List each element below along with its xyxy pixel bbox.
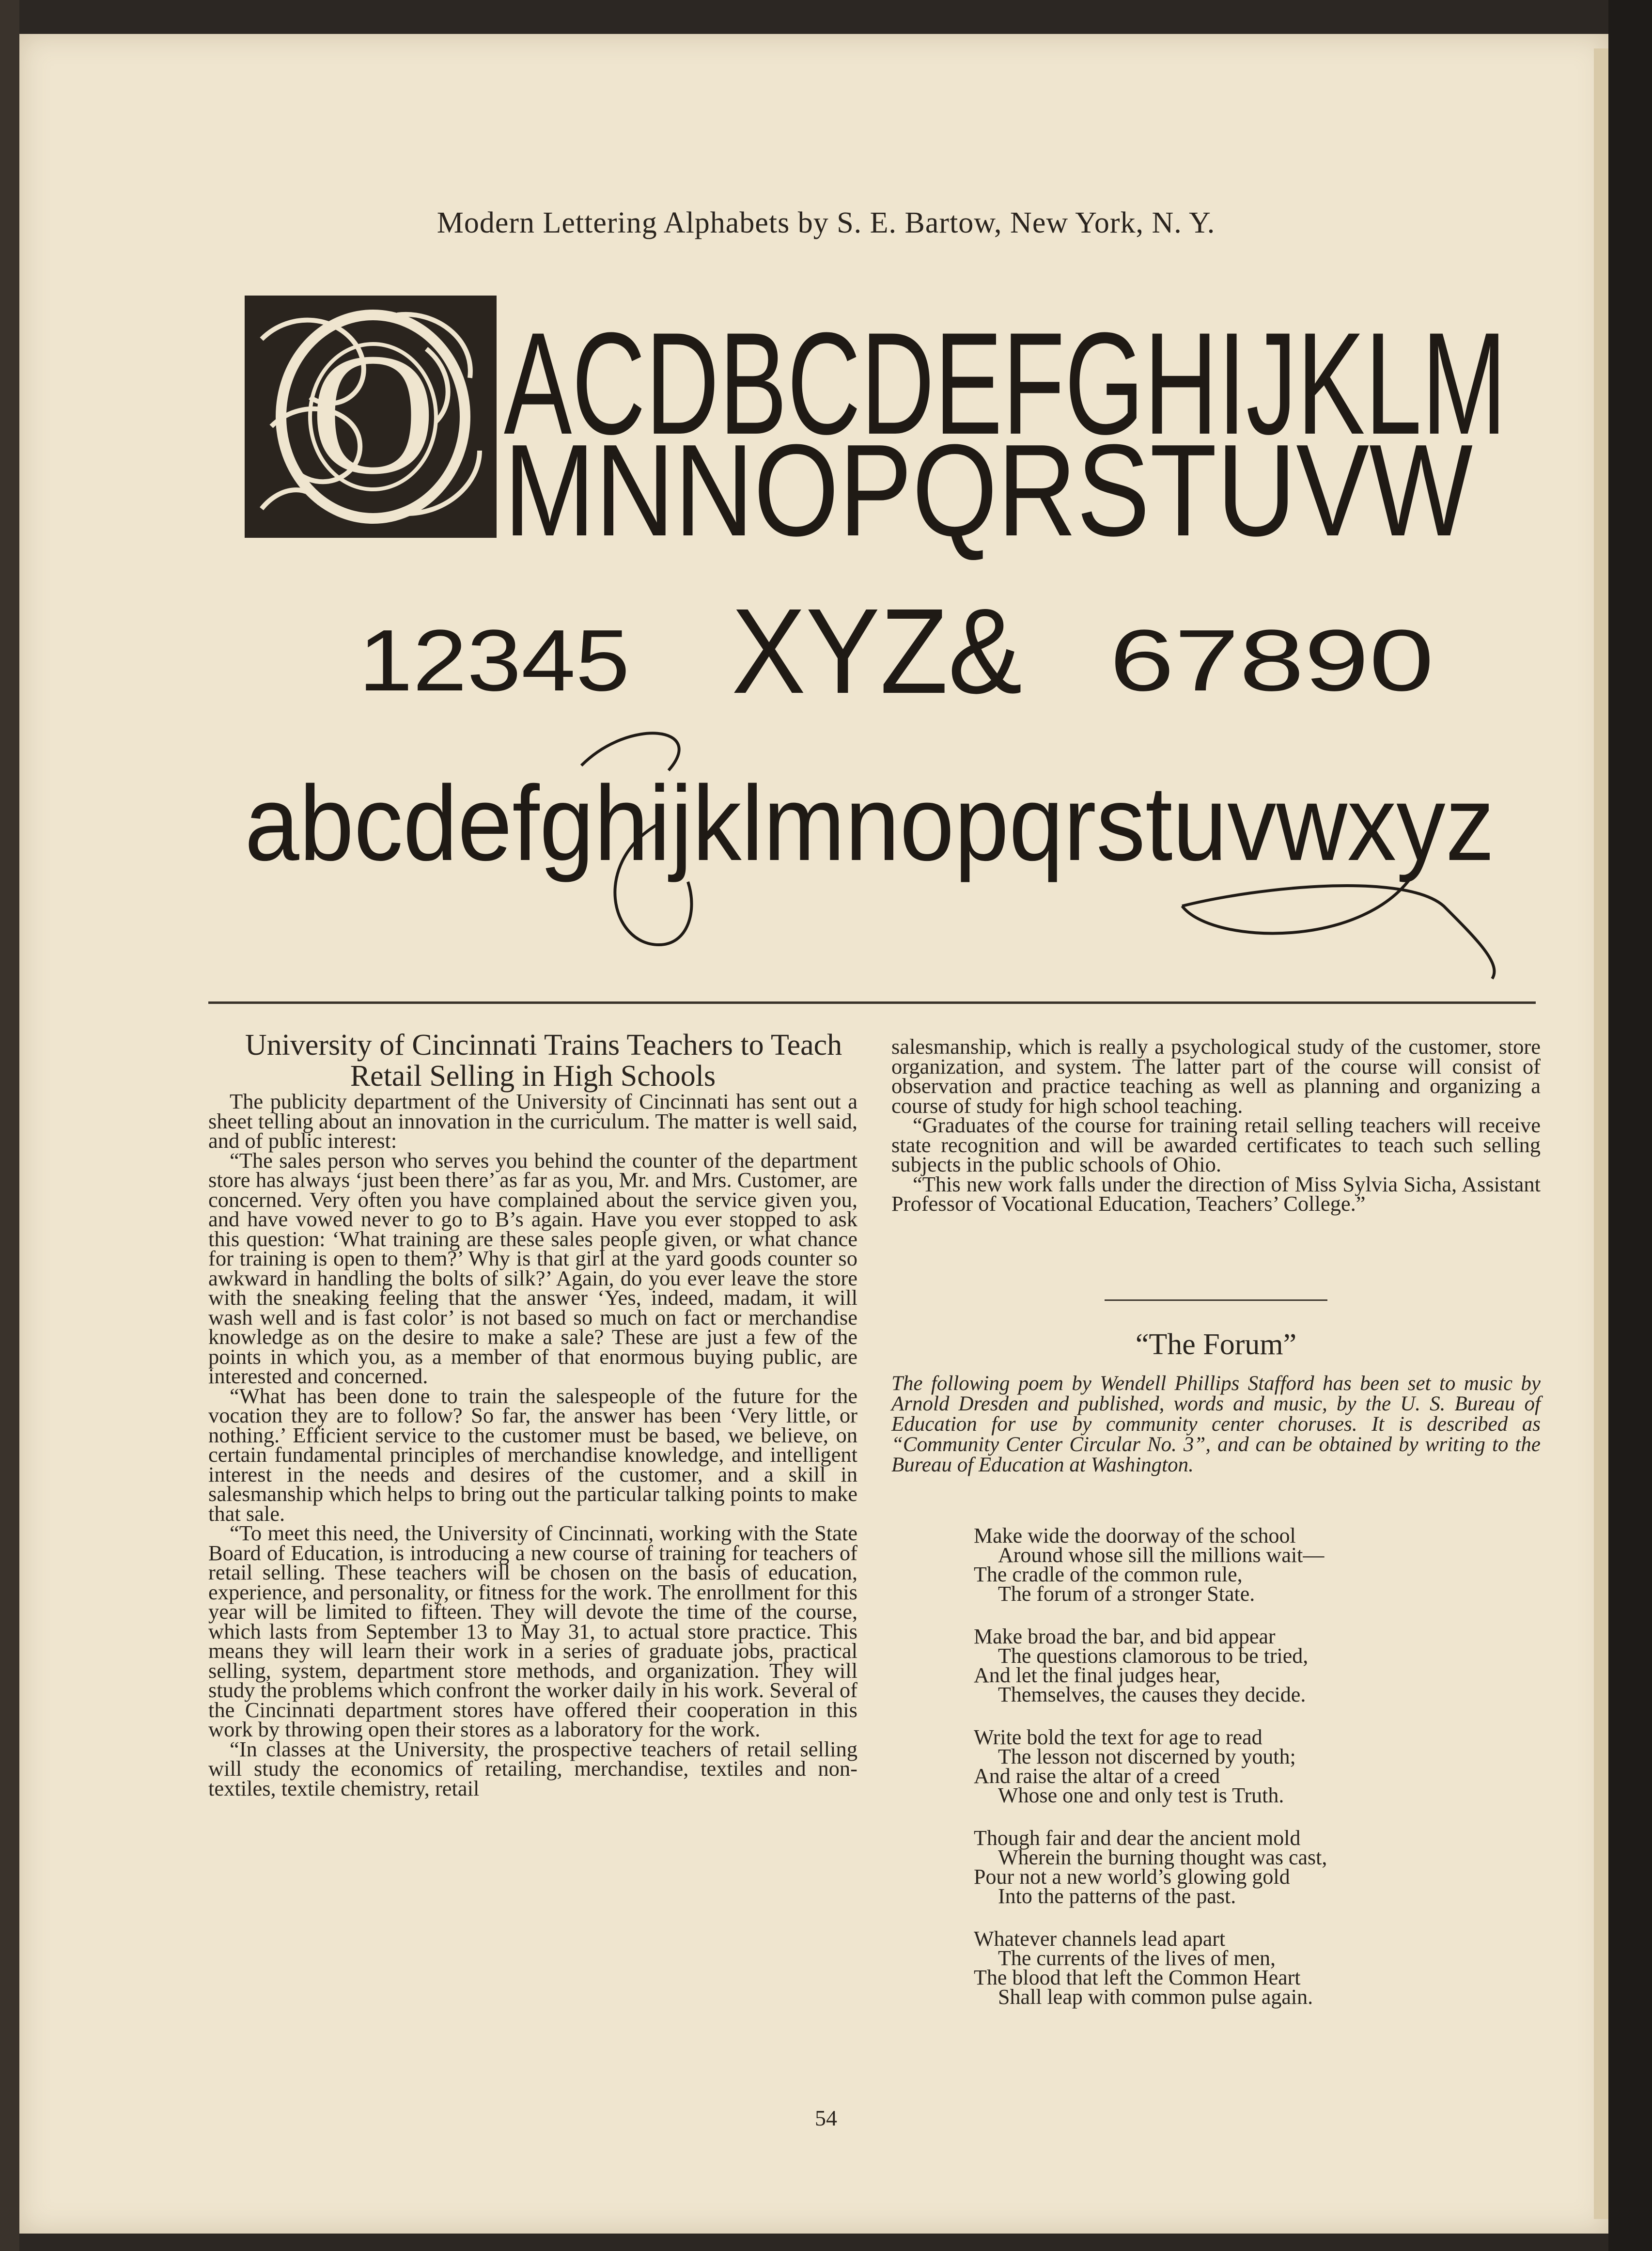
article-paragraph: “What has been done to train the salespeople of the future for the vocation they are to follow? So far, the answer has been ‘Very little, or nothing.’ Efficient service to the customer must be based, we believe, on certain fundamental principles of merchandise knowledge, and intelligent interest in the needs and desires of the customer, and a skill in salesmanship which helps to bring out the particular talking points to make that sale. xyxy=(208,1383,857,1526)
lowercase-alphabet: abcdefghijklmnopqrstuvwxyz xyxy=(245,764,1495,883)
article-paragraph: “In classes at the University, the prospective teachers of retail selling will study the economics of retailing, merchandise, textiles and non-textiles, textile chemistry, retail xyxy=(208,1736,857,1800)
poem-line: Shall leap with common pulse again. xyxy=(998,1985,1313,2009)
initial-letter: O xyxy=(310,317,436,510)
alphabet-row-1: ACDBCDEFGHIJKLM xyxy=(504,302,1507,465)
forum-intro: The following poem by Wendell Phillips Stafford has been set to music by Arnold Dresden and published, words and music, by the U. S. Bureau of Education for use by community center choruses. It is described as “Community Center Circular No. 3”, and can be obtained by writing to the Bureau of Education at Washington. xyxy=(891,1372,1541,1476)
poem-line: Write bold the text for age to read xyxy=(974,1725,1262,1749)
poem-line: Around whose sill the millions wait— xyxy=(998,1543,1325,1567)
short-divider xyxy=(1105,1299,1327,1301)
article-paragraph: “The sales person who serves you behind the counter of the department store has always ‘just been there’ as far as you, Mr. and Mrs. Customer, are concerned. Very often you have complained about the service given you, and have vowed never to go to B’s again. Have you ever stopped to ask this question: ‘What training are these sales people given, or what chance for training is open to them?’ Why is that girl at the yard goods counter so awkward in handling the bolts of silk?’ Again, do you ever leave the store with the sneaking feeling that the answer ‘Yes, indeed, madam, it will wash well and is fast color’ is not based so much on fact or merchandise knowledge as on the desire to make a sale? These are just a few of the points in which you, as a member of that enormous buying public, are interested and concerned. xyxy=(208,1148,857,1388)
poem-line: Wherein the burning thought was cast, xyxy=(998,1845,1327,1869)
article-paragraph: “To meet this need, the University of Cincinnati, working with the State Board of Education, is introducing a new course of training for teachers of retail selling. These teachers will be chosen on the basis of education, experience, and personality, or fitness for the work. The enrollment for this year will be limited to fifteen. They will devote the time of the course, which lasts from September 13 to May 31, to actual store practice. This means they will learn their work in a series of graduate jobs, practical selling, system, department store methods, and organization. They will study the problems which confront the worker daily in his work. Several of the Cincinnati department stores have offered their cooperation in this work by throwing open their stores as a laboratory for the work. xyxy=(208,1521,857,1741)
numerals-right: 67890 xyxy=(1109,612,1434,709)
poem-stanza xyxy=(974,1725,1327,1807)
lettering-plate xyxy=(0,0,1652,998)
ornamental-initial xyxy=(245,296,497,538)
poem xyxy=(974,1526,1327,2030)
page-number: 54 xyxy=(815,2106,837,2130)
article-left-column xyxy=(208,1030,857,1798)
page-header: Modern Lettering Alphabets by S. E. Bartow, New York, N. Y. xyxy=(436,206,1216,239)
article-paragraph: “Graduates of the course for training retail selling teachers will receive state recognition and will be awarded certificates to teach such selling subjects in the public schools of Ohio. xyxy=(891,1113,1541,1176)
poem-line: The cradle of the common rule, xyxy=(974,1563,1243,1586)
alphabet-row-2: MNNOPQRSTUVW xyxy=(504,418,1474,563)
article-paragraph: “This new work falls under the direction of Miss Sylvia Sicha, Assistant Professor of Vocational Education, Teachers’ College.” xyxy=(891,1172,1541,1216)
poem-line: Pour not a new world’s glowing gold xyxy=(974,1865,1290,1889)
poem-line: The questions clamorous to be tried, xyxy=(998,1644,1309,1668)
article-right-column xyxy=(891,1034,1541,1216)
poem-line: The blood that left the Common Heart xyxy=(974,1966,1301,1989)
poem-line: And raise the altar of a creed xyxy=(974,1764,1220,1788)
numerals-left: 12345 xyxy=(358,612,630,709)
poem-line: Make broad the bar, and bid appear xyxy=(974,1625,1276,1648)
poem-line: And let the final judges hear, xyxy=(974,1663,1220,1687)
poem-stanza xyxy=(974,1526,1327,1604)
poem-line: Make wide the doorway of the school xyxy=(974,1524,1296,1548)
poem-line: The lesson not discerned by youth; xyxy=(998,1745,1296,1768)
poem-line: The currents of the lives of men, xyxy=(998,1946,1276,1970)
poem-line: Into the patterns of the past. xyxy=(998,1884,1236,1908)
article-paragraph: The publicity department of the University of Cincinnati has sent out a sheet telling about an innovation in the curriculum. The matter is well said, and of public interest: xyxy=(208,1089,857,1153)
poem-line: Themselves, the causes they decide. xyxy=(998,1683,1306,1706)
section-divider xyxy=(208,1001,1536,1004)
poem-stanza xyxy=(974,1929,1327,2007)
poem-line: The forum of a stronger State. xyxy=(998,1582,1255,1606)
poem-line: Whose one and only test is Truth. xyxy=(998,1783,1284,1807)
forum-title: “The Forum” xyxy=(1135,1328,1297,1361)
poem-stanza xyxy=(974,1627,1327,1704)
xyz-ampersand: XYZ& xyxy=(732,583,1022,719)
poem-stanza xyxy=(974,1826,1327,1908)
poem-line: Though fair and dear the ancient mold xyxy=(974,1826,1301,1850)
article-title: University of Cincinnati Trains Teachers to Teach Retail Selling in High Schools xyxy=(245,1029,842,1093)
article-paragraph: salesmanship, which is really a psychological study of the customer, store organization, and system. The latter part of the course will consist of observation and practice teaching as well as planning and organizing a course of study for high school teaching. xyxy=(891,1034,1541,1118)
flourish-z xyxy=(1182,886,1494,979)
poem-line: Whatever channels lead apart xyxy=(974,1927,1226,1951)
